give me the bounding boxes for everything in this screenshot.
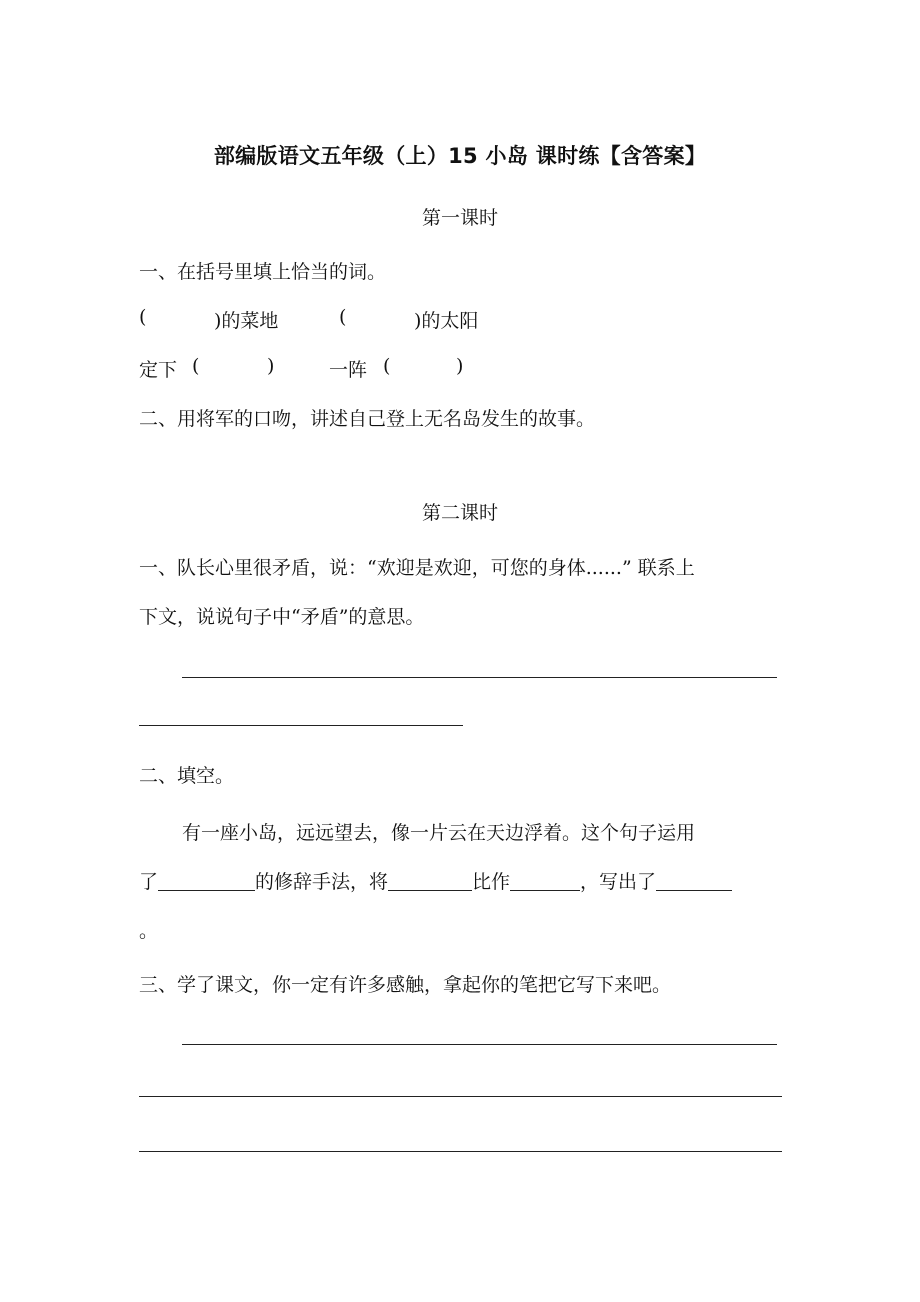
lesson2-q1-line1: 一、队长心里很矛盾，说：“欢迎是欢迎，可您的身体......” 联系上 [139, 557, 695, 579]
answer-line[interactable] [139, 725, 463, 726]
fill-blank[interactable] [158, 889, 255, 891]
fill-blank[interactable] [388, 889, 472, 891]
lesson1-q1-prompt: 一、在括号里填上恰当的词。 [139, 261, 387, 283]
blank-paren-open: ( [139, 306, 147, 328]
lesson2-heading: 第二课时 [421, 502, 498, 524]
answer-line[interactable] [139, 1096, 782, 1097]
lesson2-q2-fill-row [139, 867, 732, 894]
document-title: 部编版语文五年级（上）15 小岛 课时练【含答案】 [213, 144, 707, 168]
fill-period: 。 [139, 920, 159, 942]
fill-blank[interactable] [656, 889, 732, 891]
blank-paren-open: ( [192, 355, 200, 377]
fill-text: ，写出了 [580, 871, 657, 893]
blank-paren-close: ) [267, 355, 275, 377]
lesson1-q2-prompt: 二、用将军的口吻，讲述自己登上无名岛发生的故事。 [139, 408, 596, 430]
blank-paren-open: ( [339, 306, 347, 328]
blank-paren-label: )的太阳 [414, 310, 479, 332]
lesson2-q3-prompt: 三、学了课文，你一定有许多感触，拿起你的笔把它写下来吧。 [139, 974, 672, 996]
fill-text: 了 [139, 871, 159, 893]
lesson2-q2-line1: 有一座小岛，远远望去，像一片云在天边浮着。这个句子运用 [182, 822, 696, 844]
fill-text: 的修辞手法，将 [255, 871, 389, 893]
answer-line[interactable] [182, 677, 777, 678]
lesson2-q2-prompt: 二、填空。 [139, 765, 235, 787]
blank-prefix: 一阵 [329, 359, 368, 381]
answer-line[interactable] [182, 1044, 777, 1045]
blank-paren-close: ) [456, 355, 464, 377]
blank-paren-label: )的菜地 [214, 310, 279, 332]
answer-line[interactable] [139, 1151, 782, 1152]
blank-paren-open: ( [383, 355, 391, 377]
lesson2-q1-line2: 下文，说说句子中“矛盾”的意思。 [139, 606, 425, 628]
fill-text: 比作 [472, 871, 511, 893]
lesson1-heading: 第一课时 [421, 207, 498, 229]
fill-blank[interactable] [510, 889, 580, 891]
blank-prefix: 定下 [139, 359, 178, 381]
